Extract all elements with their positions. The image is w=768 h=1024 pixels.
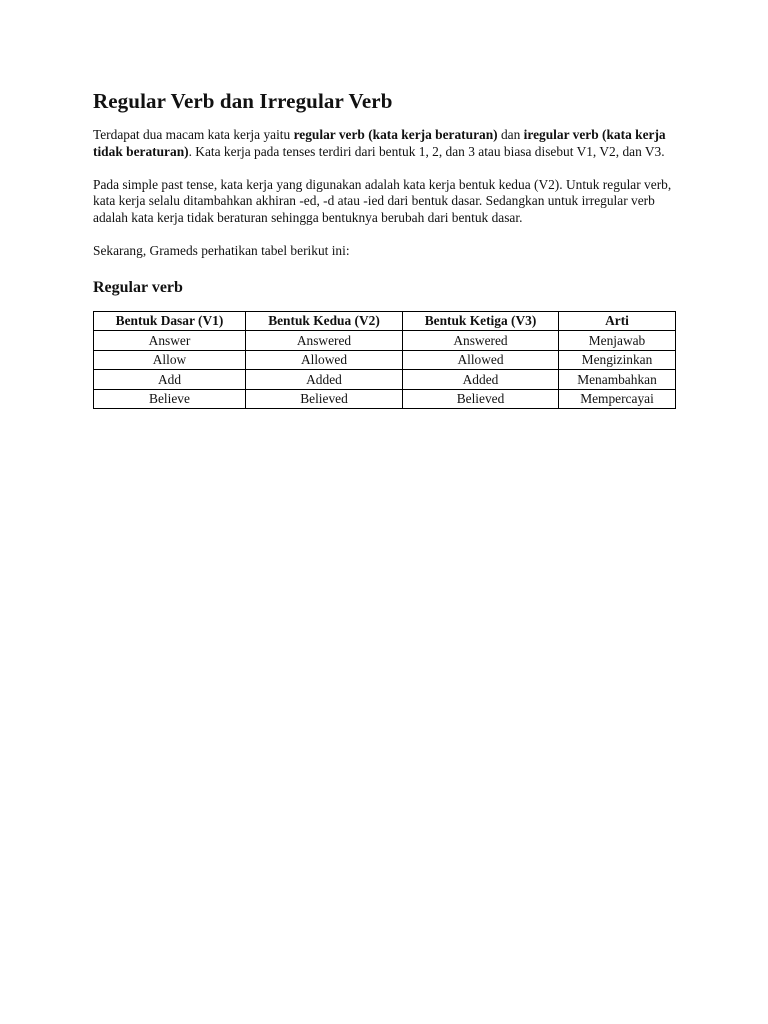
cell-v1: Allow <box>94 350 246 370</box>
table-row <box>94 389 676 409</box>
table-row <box>94 370 676 390</box>
intro-text-1: Terdapat dua macam kata kerja yaitu <box>93 127 294 142</box>
intro-text-2: dan <box>497 127 524 142</box>
table-row <box>94 331 676 351</box>
document-page <box>93 87 683 409</box>
cell-v3: Allowed <box>403 350 559 370</box>
regular-verb-table <box>93 311 676 410</box>
intro-bold-regular: regular verb (kata kerja beraturan) <box>293 127 498 142</box>
intro-bold-irregular: iregular verb (kata kerja tidak beraturan) <box>93 127 666 159</box>
header-v3: Bentuk Ketiga (V3) <box>403 311 559 331</box>
table-header-row <box>94 311 676 331</box>
header-v1: Bentuk Dasar (V1) <box>94 311 246 331</box>
cell-v2: Believed <box>246 389 403 409</box>
cell-arti: Mempercayai <box>559 389 676 409</box>
intro-paragraph <box>93 127 683 160</box>
cell-arti: Menjawab <box>559 331 676 351</box>
table-intro-paragraph: Sekarang, Grameds perhatikan tabel berikut ini: <box>93 243 350 259</box>
cell-v3: Believed <box>403 389 559 409</box>
cell-v3: Answered <box>403 331 559 351</box>
table-row <box>94 350 676 370</box>
cell-arti: Menambahkan <box>559 370 676 390</box>
cell-v1: Add <box>94 370 246 390</box>
cell-v2: Added <box>246 370 403 390</box>
cell-v1: Believe <box>94 389 246 409</box>
section-heading-regular-verb: Regular verb <box>93 278 183 296</box>
header-v2: Bentuk Kedua (V2) <box>246 311 403 331</box>
cell-arti: Mengizinkan <box>559 350 676 370</box>
past-tense-paragraph: Pada simple past tense, kata kerja yang digunakan adalah kata kerja bentuk kedua (V2). Untuk regular verb, kata kerja selalu ditambahkan akhiran -ed, -d atau -ied dari bentuk dasar. Sedangkan untuk irregular verb adalah kata kerja tidak beraturan sehingga bentuknya berubah dari bentuk dasar. <box>93 176 672 225</box>
cell-v3: Added <box>403 370 559 390</box>
cell-v2: Allowed <box>246 350 403 370</box>
cell-v1: Answer <box>94 331 246 351</box>
cell-v2: Answered <box>246 331 403 351</box>
header-arti: Arti <box>559 311 676 331</box>
intro-text-3: . Kata kerja pada tenses terdiri dari bentuk 1, 2, dan 3 atau biasa disebut V1, V2, dan V3. <box>188 143 665 159</box>
page-title: Regular Verb dan Irregular Verb <box>93 89 393 113</box>
